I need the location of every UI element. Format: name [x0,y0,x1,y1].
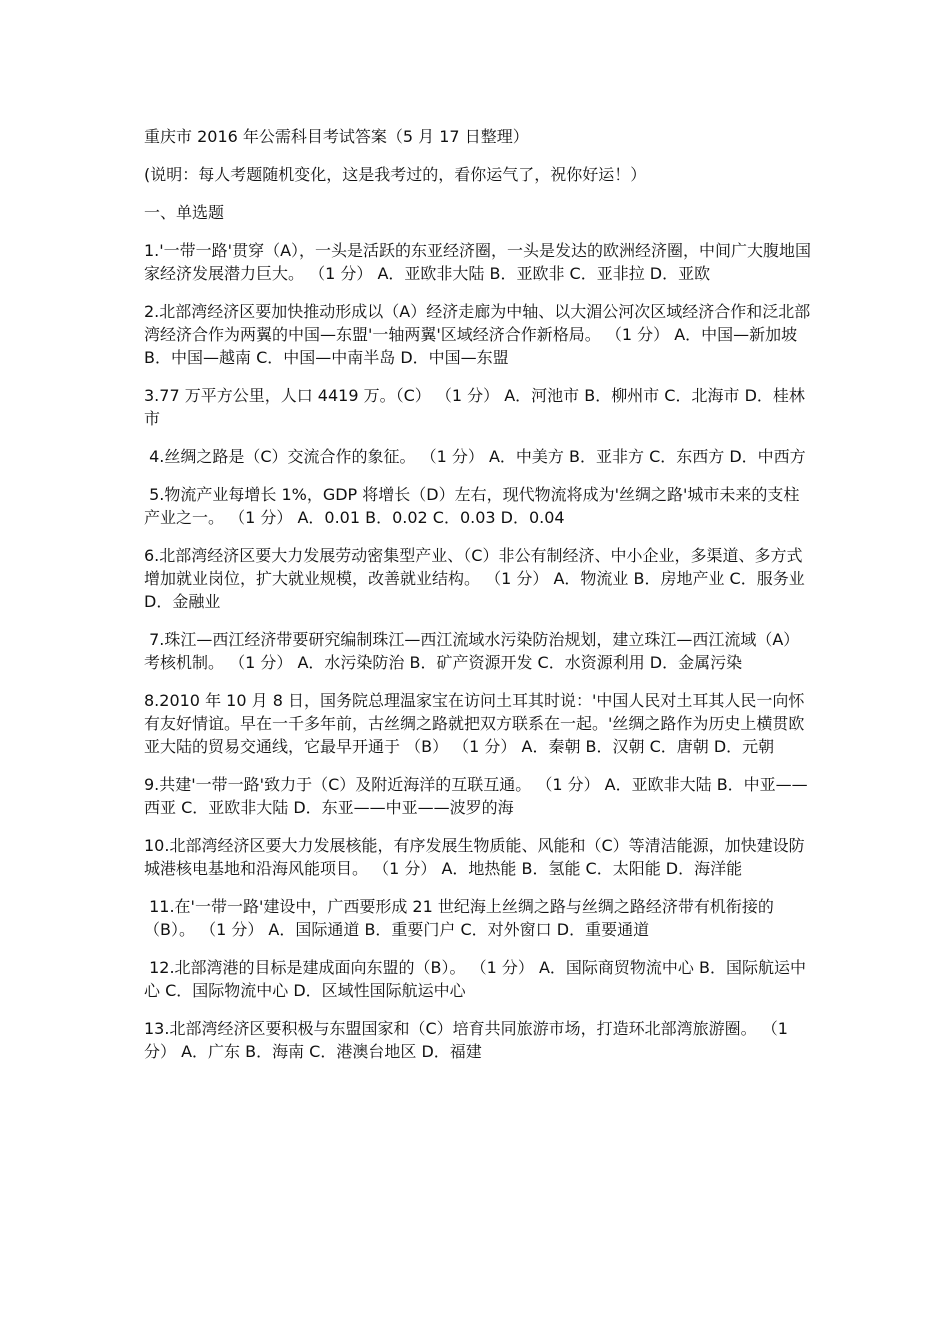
question-5: 5.物流产业每增长 1%，GDP 将增长（D）左右，现代物流将成为'丝绸之路'城市未来的支柱产业之一。 （1 分） A．0.01 B．0.02 C．0.03 D．0.04 [144,485,800,527]
document-title: 重庆市 2016 年公需科目考试答案（5 月 17 日整理） [144,127,529,146]
question-1: 1.'一带一路'贯穿（A），一头是活跃的东亚经济圈，一头是发达的欧洲经济圈，中间广大腹地国家经济发展潜力巨大。 （1 分） A．亚欧非大陆 B．亚欧非 C．亚非拉 D．亚欧 [144,241,812,283]
question-8: 8.2010 年 10 月 8 日，国务院总理温家宝在访问土耳其时说：'中国人民对土耳其人民一向怀有友好情谊。早在一千多年前，古丝绸之路就把双方联系在一起。'丝绸之路作为历史上横贯欧亚大陆的贸易交通线，它最早开通于 （B） （1 分） A．秦朝 B．汉朝 C．唐朝 D．元朝 [144,691,805,756]
question-4: 4.丝绸之路是（C）交流合作的象征。 （1 分） A．中美方 B．亚非方 C．东西方 D．中西方 [144,447,806,466]
question-13: 13.北部湾经济区要积极与东盟国家和（C）培育共同旅游市场，打造环北部湾旅游圈。 （1 分） A．广东 B．海南 C．港澳台地区 D．福建 [144,1019,793,1061]
question-3: 3.77 万平方公里，人口 4419 万。（C） （1 分） A．河池市 B．柳州市 C．北海市 D．桂林市 [144,386,805,428]
document-page [144,125,814,1078]
question-7: 7.珠江—西江经济带要研究编制珠江—西江流域水污染防治规划，建立珠江—西江流域（A）考核机制。 （1 分） A．水污染防治 B．矿产资源开发 C．水资源利用 D．金属污染 [144,630,800,672]
section-heading: 一、单选题 [144,203,225,222]
question-9: 9.共建'一带一路'致力于（C）及附近海洋的互联互通。 （1 分） A．亚欧非大陆 B．中亚——西亚 C．亚欧非大陆 D．东亚——中亚——波罗的海 [144,775,808,817]
question-10: 10.北部湾经济区要大力发展核能，有序发展生物质能、风能和（C）等清洁能源，加快建设防城港核电基地和沿海风能项目。 （1 分） A．地热能 B．氢能 C．太阳能 D．海洋能 [144,836,805,878]
question-2: 2.北部湾经济区要加快推动形成以（A）经济走廊为中轴、以大湄公河次区域经济合作和泛北部湾经济合作为两翼的中国—东盟'一轴两翼'区域经济合作新格局。 （1 分） A．中国—新加坡 B．中国—越南 C．中国—中南半岛 D．中国—东盟 [144,302,811,367]
question-6: 6.北部湾经济区要大力发展劳动密集型产业、（C）非公有制经济、中小企业，多渠道、多方式增加就业岗位，扩大就业规模，改善就业结构。 （1 分） A．物流业 B．房地产业 C．服务业 D．金融业 [144,546,810,611]
document-note: (说明：每人考题随机变化，这是我考过的，看你运气了，祝你好运！） [144,165,647,184]
question-11: 11.在'一带一路'建设中，广西要形成 21 世纪海上丝绸之路与丝绸之路经济带有机衔接的（B）。 （1 分） A．国际通道 B．重要门户 C．对外窗口 D．重要通道 [144,897,774,939]
question-12: 12.北部湾港的目标是建成面向东盟的（B）。 （1 分） A．国际商贸物流中心 B．国际航运中心 C．国际物流中心 D．区域性国际航运中心 [144,958,806,1000]
